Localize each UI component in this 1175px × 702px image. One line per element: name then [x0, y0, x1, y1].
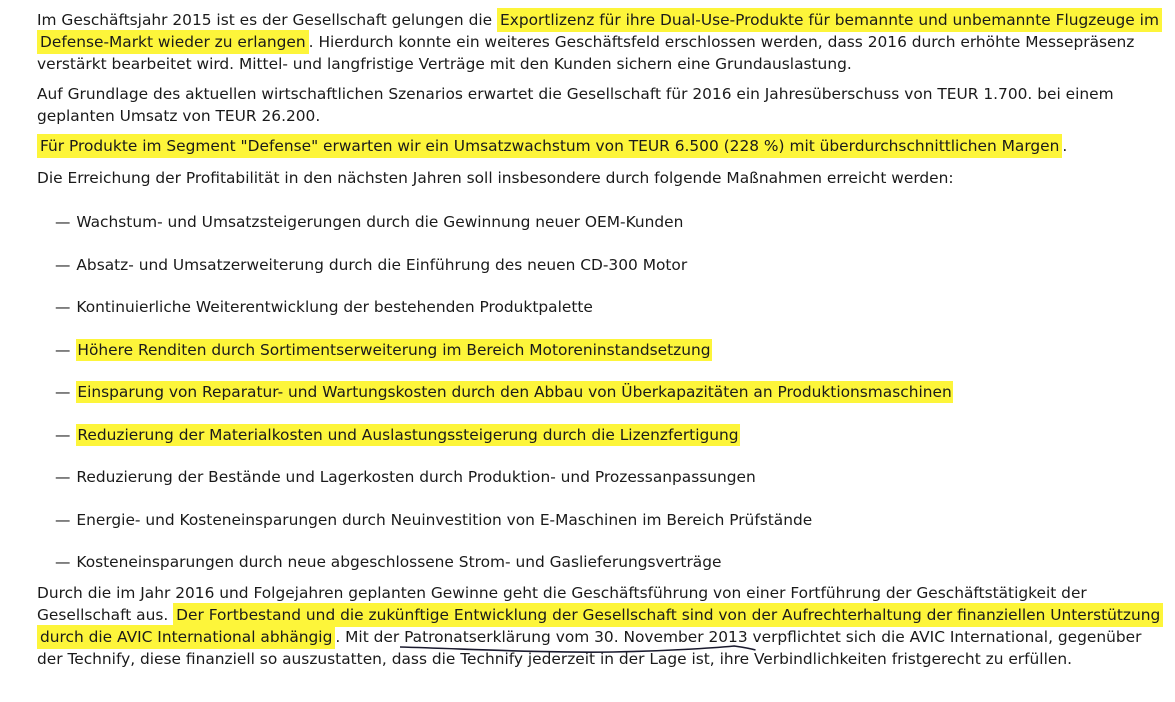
list-item-text: Reduzierung der Bestände und Lagerkosten durch Produktion- und Prozessanpassungen [76, 468, 756, 486]
list-item [55, 380, 953, 423]
dash-bullet: — [55, 213, 71, 231]
paragraph-text: Durch die im Jahr 2016 und Folgejahren geplanten Gewinne geht die Geschäftsführung von einer Fortführung der Geschäftstätigkeit der Gesellschaft aus. [37, 584, 1087, 624]
list-item [55, 338, 953, 381]
list-item-text: Absatz- und Umsatzerweiterung durch die Einführung des neuen CD-300 Motor [76, 255, 688, 274]
paragraph-going-concern [37, 582, 1162, 670]
highlighted-text: Der Fortbestand und die zukünftige Entwicklung der Gesellschaft sind von der Aufrechterhaltung der finanziellen Unterstützung durch die AVIC International abhängig [37, 603, 1163, 649]
dash-bullet: — [55, 468, 71, 486]
highlighted-text: Für Produkte im Segment "Defense" erwarten wir ein Umsatzwachstum von TEUR 6.500 (228 %) mit überdurchschnittlichen Margen [37, 134, 1062, 158]
list-item [55, 253, 953, 296]
list-item-text: Wachstum- und Umsatzsteigerungen durch die Gewinnung neuer OEM-Kunden [76, 213, 684, 231]
list-item-text: Energie- und Kosteneinsparungen durch Neuinvestition von E-Maschinen im Bereich Prüfstände [76, 510, 813, 529]
list-item [55, 508, 953, 551]
list-item-text: Kontinuierliche Weiterentwicklung der bestehenden Produktpalette [76, 298, 593, 316]
dash-bullet: — [55, 510, 71, 529]
highlighted-text: Exportlizenz für ihre Dual-Use-Produkte für bemannte und unbemannte Flugzeuge im Defense-Markt wieder zu erlangen [37, 8, 1162, 54]
underlined-text: Patronatserklärung vom 30. November 2013 [404, 628, 748, 646]
list-item [55, 423, 953, 466]
paragraph-export-license [37, 9, 1162, 75]
pen-underlined-text [404, 626, 748, 648]
paragraph-measures-intro: Die Erreichung der Profitabilität in den nächsten Jahren soll insbesondere durch folgende Maßnahmen erreicht werden: [37, 169, 954, 187]
dash-bullet: — [55, 553, 71, 571]
dash-bullet: — [55, 255, 71, 274]
paragraph-text: verpflichtet sich die AVIC International, gegenüber der Technify, diese finanziell so auszustatten, dass die Technify jederzeit in der Lage ist, ihre Verbindlichkeiten fristgerecht zu erfüllen. [37, 628, 1142, 668]
paragraph-text: . [1062, 137, 1068, 155]
dash-bullet: — [55, 425, 71, 444]
list-item [55, 210, 953, 253]
paragraph-text: Im Geschäftsjahr 2015 ist es der Gesellschaft gelungen die [37, 11, 497, 29]
pen-underline-stroke [400, 644, 756, 654]
dash-bullet: — [55, 340, 71, 359]
dash-bullet: — [55, 298, 71, 316]
list-item [55, 465, 953, 508]
paragraph-forecast: Auf Grundlage des aktuellen wirtschaftlichen Szenarios erwartet die Gesellschaft für 2016 ein Jahresüberschuss von TEUR 1.700. bei einem geplanten Umsatz von TEUR 26.200. [37, 85, 1114, 125]
list-item-text: Kosteneinsparungen durch neue abgeschlossene Strom- und Gaslieferungsverträge [76, 553, 722, 571]
dash-bullet: — [55, 383, 71, 401]
highlighted-list-item-text: Reduzierung der Materialkosten und Auslastungssteigerung durch die Lizenzfertigung [77, 425, 739, 444]
highlighted-list-item-text: Einsparung von Reparatur- und Wartungskosten durch den Abbau von Überkapazitäten an Produktionsmaschinen [77, 383, 952, 401]
paragraph-text: . Hierdurch konnte ein weiteres Geschäftsfeld erschlossen werden, dass 2016 durch erhöhte Messepräsenz verstärkt bearbeitet wird. Mittel- und langfristige Verträge mit den Kunden sichern eine Grundauslastung. [37, 33, 1135, 73]
highlighted-list-item-text: Höhere Renditen durch Sortimentserweiterung im Bereich Motoreninstandsetzung [77, 340, 711, 359]
measures-list [55, 210, 953, 593]
list-item [55, 295, 953, 338]
paragraph-text: . Mit der [335, 628, 405, 646]
paragraph-defense-segment [37, 135, 1162, 157]
